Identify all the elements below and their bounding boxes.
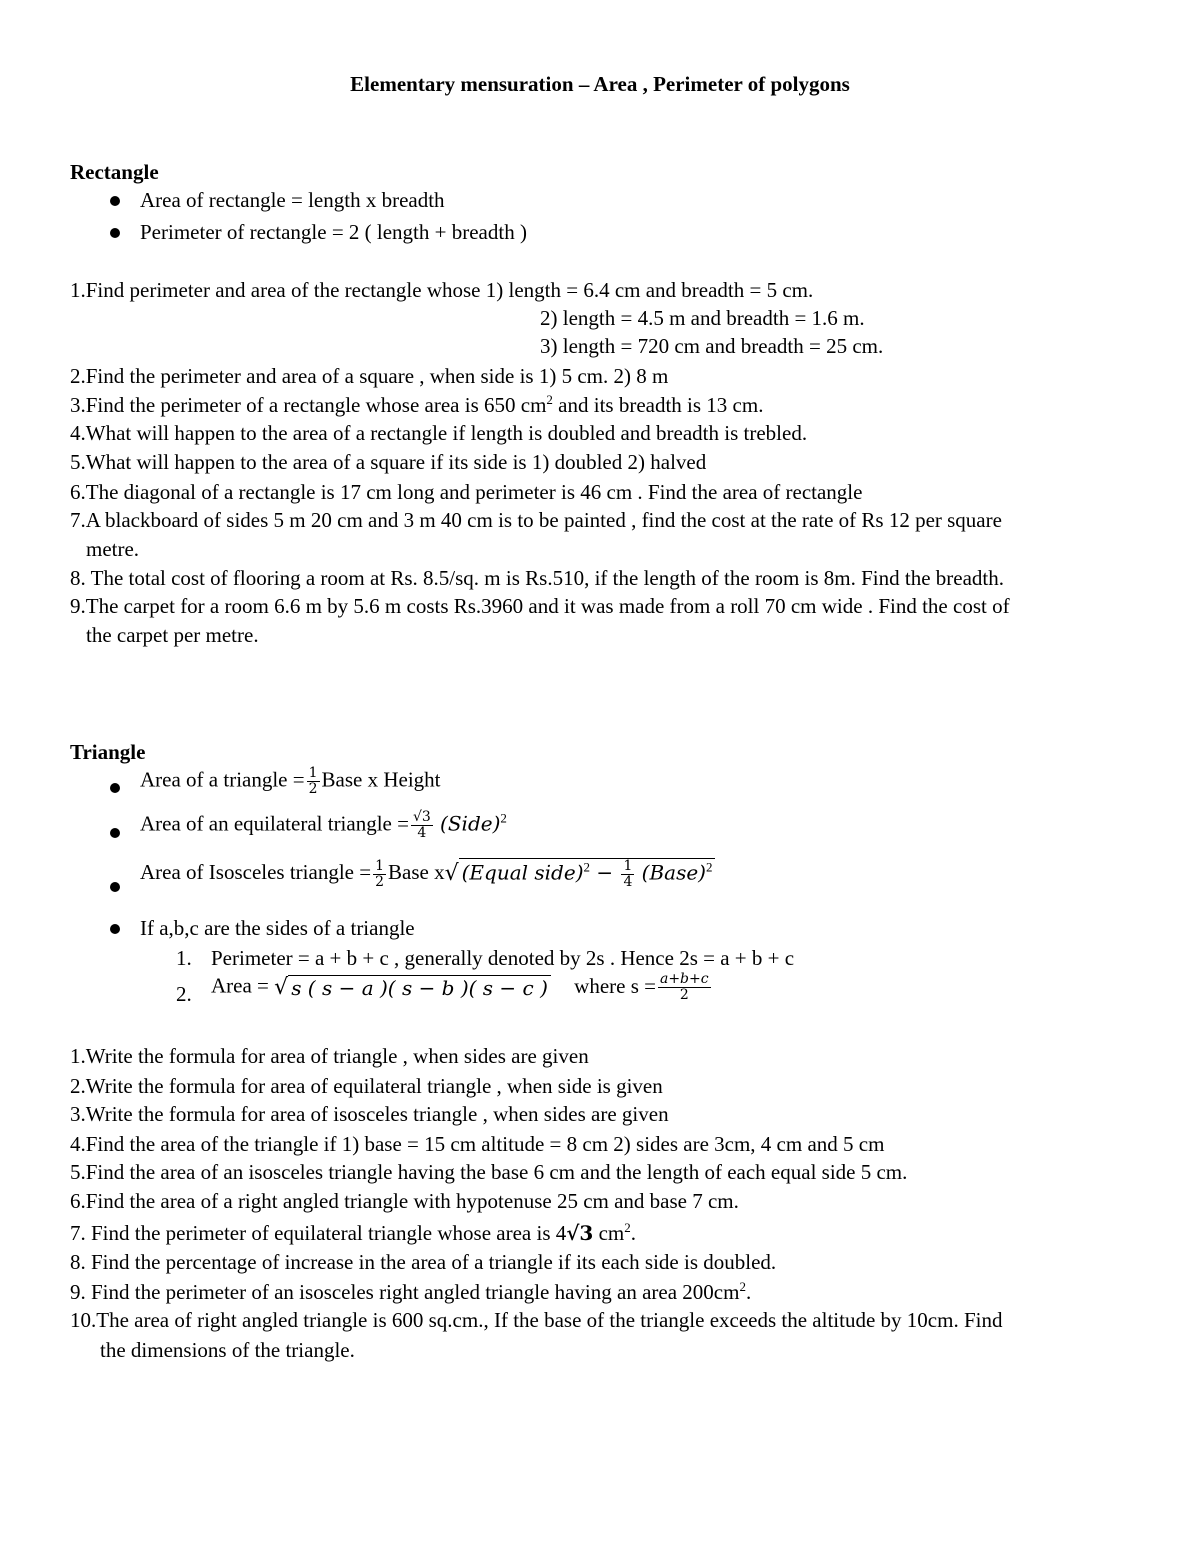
rect-question-7: 7.A blackboard of sides 5 m 20 cm and 3 m 40 cm is to be painted , find the cost at the rate of Rs 12 per square — [70, 508, 1002, 532]
rect-question-5: 5.What will happen to the area of a square if its side is 1) doubled 2) halved — [70, 450, 707, 474]
tri-question-5: 5.Find the area of an isosceles triangle having the base 6 cm and the length of each equal side 5 cm. — [70, 1160, 908, 1184]
tri-question-8: 8. Find the percentage of increase in the area of a triangle if its each side is doubled. — [70, 1250, 777, 1274]
bullet-icon — [110, 228, 120, 238]
rect-question-1: 1.Find perimeter and area of the rectangle whose 1) length = 6.4 cm and breadth = 5 cm. — [70, 278, 814, 302]
fraction: $\frac{a+b+c}{2}$ — [659, 971, 709, 1004]
rect-question-4: 4.What will happen to the area of a rectangle if length is doubled and breadth is trebled. — [70, 421, 808, 445]
isosceles-area-formula: Area of Isosceles triangle = $\frac{1}{2}$ Base x√ (Equal side)$^2$ − $\frac{1}{4}$ (Base)$^2$ — [140, 858, 715, 891]
fraction: $\frac{1}{4}$ — [623, 858, 633, 891]
square-root-icon: √ — [444, 861, 459, 887]
square-root-icon: √ — [274, 974, 289, 1000]
page-title: Elementary mensuration – Area , Perimeter of polygons — [350, 72, 850, 96]
radicand: (Equal side)$^2$ − $\frac{1}{4}$ (Base)$^2$ — [459, 858, 716, 891]
sub-item-number: 2. — [176, 982, 192, 1006]
fraction: $\frac{1}{2}$ — [308, 765, 318, 798]
tri-question-10: 10.The area of right angled triangle is 600 sq.cm., If the base of the triangle exceeds the altitude by 10cm. Find — [70, 1308, 1003, 1332]
rectangle-perimeter-formula: Perimeter of rectangle = 2 ( length + breadth ) — [140, 220, 527, 244]
rect-question-1c: 3) length = 720 cm and breadth = 25 cm. — [540, 334, 884, 358]
rect-question-1b: 2) length = 4.5 m and breadth = 1.6 m. — [540, 306, 865, 330]
tri-question-10-cont: the dimensions of the triangle. — [100, 1338, 355, 1362]
tri-question-3: 3.Write the formula for area of isosceles triangle , when sides are given — [70, 1102, 669, 1126]
rect-question-8: 8. The total cost of flooring a room at Rs. 8.5/sq. m is Rs.510, if the length of the room is 8m. Find the breadth. — [70, 566, 1005, 590]
tri-question-1: 1.Write the formula for area of triangle , when sides are given — [70, 1044, 589, 1068]
tri-question-7: 7. Find the perimeter of equilateral triangle whose area is 4√3 $cm^2$. — [70, 1220, 636, 1245]
heron-formula: Area = √ s ( s − a )( s − b )( s − c ) where s = $\frac{a+b+c}{2}$ — [211, 971, 709, 1004]
perimeter-formula: Perimeter = a + b + c , generally denoted by 2s . Hence 2s = a + b + c — [211, 946, 795, 970]
radicand: s ( s − a )( s − b )( s − c ) — [288, 975, 551, 1000]
bullet-icon — [110, 783, 120, 793]
equilateral-area-formula: Area of an equilateral triangle = $\frac{√3}{4}$ (Side)$^2$ — [140, 809, 507, 842]
triangle-area-formula: Area of a triangle = $\frac{1}{2}$ Base x Height — [140, 765, 441, 798]
rect-question-6: 6.The diagonal of a rectangle is 17 cm long and perimeter is 46 cm . Find the area of rectangle — [70, 480, 863, 504]
rectangle-heading: Rectangle — [70, 160, 159, 184]
tri-question-6: 6.Find the area of a right angled triangle with hypotenuse 25 cm and base 7 cm. — [70, 1189, 739, 1213]
rect-question-9-cont: the carpet per metre. — [86, 623, 259, 647]
tri-question-9: 9. Find the perimeter of an isosceles right angled triangle having an area $200cm^2$. — [70, 1279, 752, 1304]
triangle-heading: Triangle — [70, 740, 146, 764]
sides-intro: If a,b,c are the sides of a triangle — [140, 916, 415, 940]
bullet-icon — [110, 196, 120, 206]
rect-question-3: 3.Find the perimeter of a rectangle whose area is 650 $cm^2$ and its breadth is 13 cm. — [70, 392, 764, 417]
rectangle-area-formula: Area of rectangle = length x breadth — [140, 188, 445, 212]
fraction: $\frac{1}{2}$ — [375, 857, 385, 890]
bullet-icon — [110, 828, 120, 838]
bullet-icon — [110, 924, 120, 934]
rect-question-9: 9.The carpet for a room 6.6 m by 5.6 m costs Rs.3960 and it was made from a roll 70 cm wide . Find the cost of — [70, 594, 1010, 618]
bullet-icon — [110, 882, 120, 892]
sub-item-number: 1. — [176, 946, 192, 970]
fraction: $\frac{√3}{4}$ — [412, 809, 431, 842]
rect-question-7-cont: metre. — [86, 537, 140, 561]
rect-question-2: 2.Find the perimeter and area of a square , when side is 1) 5 cm. 2) 8 m — [70, 364, 669, 388]
tri-question-2: 2.Write the formula for area of equilateral triangle , when side is given — [70, 1074, 663, 1098]
tri-question-4: 4.Find the area of the triangle if 1) base = 15 cm altitude = 8 cm 2) sides are 3cm, 4 cm and 5 cm — [70, 1132, 885, 1156]
